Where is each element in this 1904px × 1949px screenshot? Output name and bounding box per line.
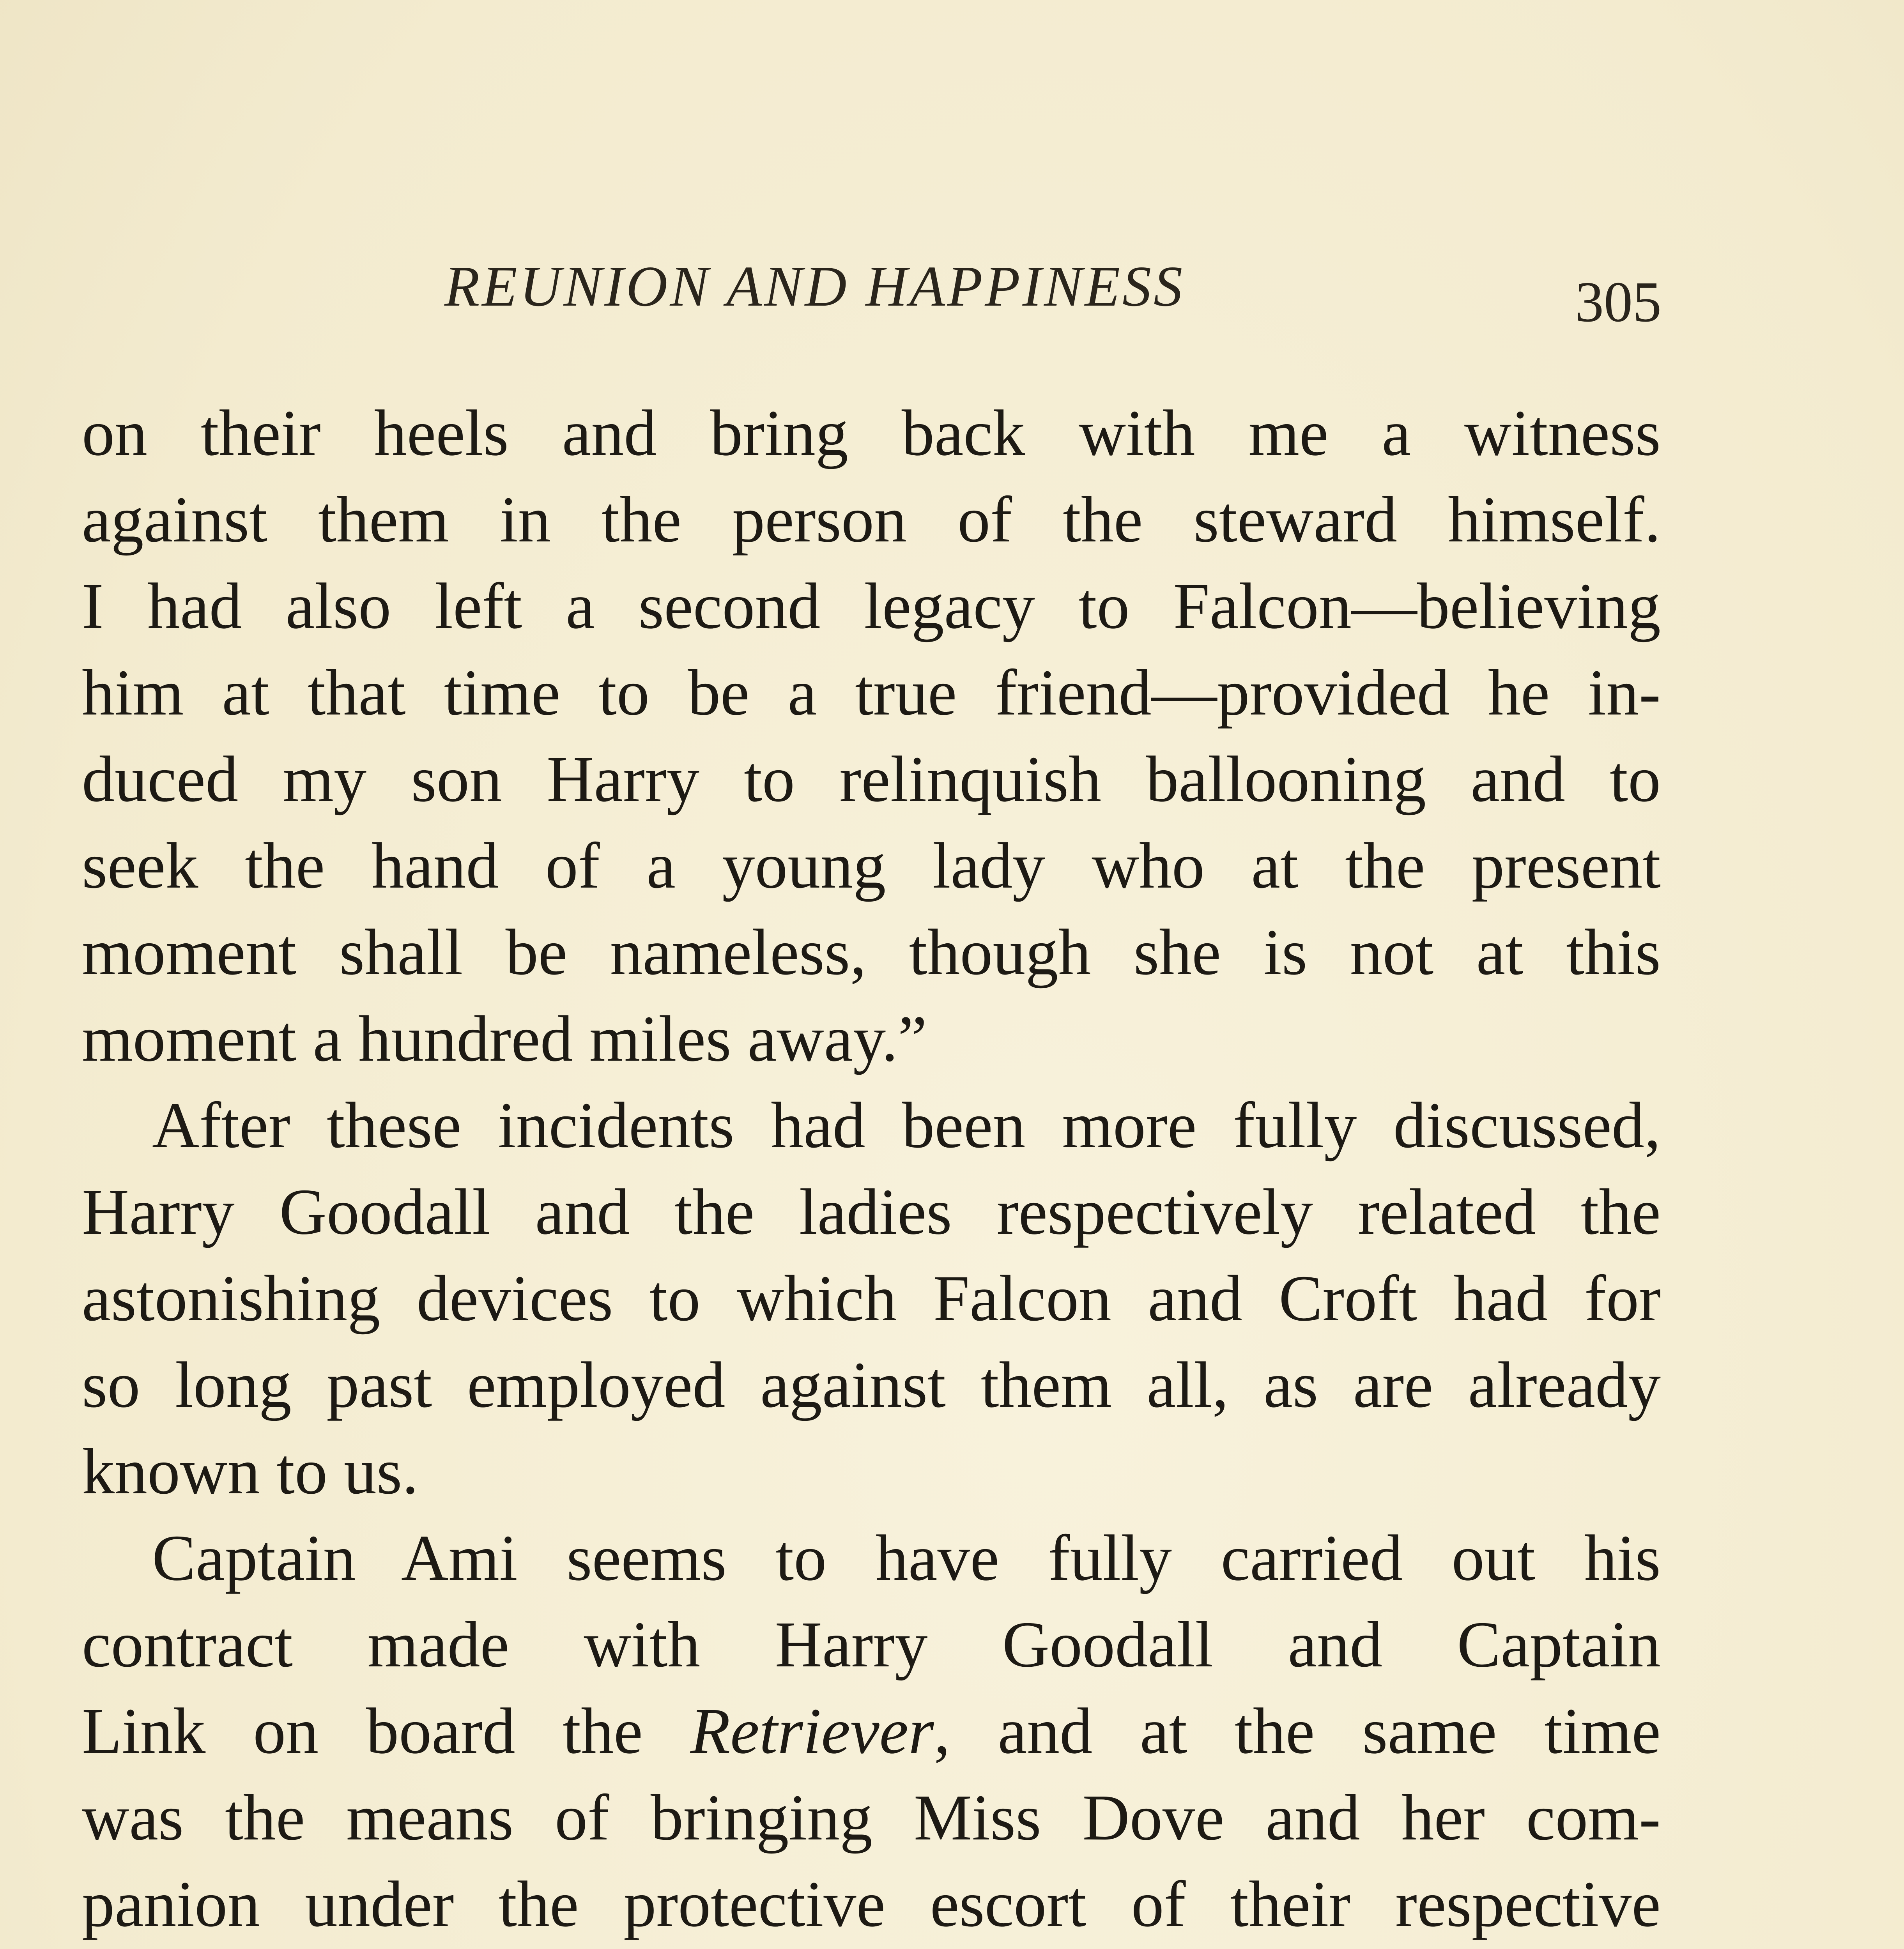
- page-number: 305: [1575, 270, 1662, 334]
- text-line: [82, 1688, 1661, 1774]
- text-line: against them in the person of the steward himself.: [82, 483, 1661, 556]
- body-text: [82, 390, 1661, 1949]
- text-line: so long past employed against them all, as are already: [82, 1349, 1661, 1421]
- text-segment: , and at the same time: [934, 1695, 1661, 1767]
- text-line: moment shall be nameless, though she is not at this: [82, 916, 1661, 989]
- text-line: panion under the protective escort of their respective: [82, 1868, 1661, 1940]
- text-line: contract made with Harry Goodall and Captain: [82, 1608, 1661, 1681]
- text-line: duced my son Harry to relinquish ballooning and to: [82, 743, 1661, 815]
- text-line: known to us.: [82, 1435, 419, 1508]
- text-line: was the means of bringing Miss Dove and her com-: [82, 1781, 1661, 1854]
- text-line: him at that time to be a true friend—provided he in-: [82, 656, 1661, 729]
- paragraph: [82, 1082, 1661, 1515]
- text-line: astonishing devices to which Falcon and Croft had for: [82, 1262, 1661, 1335]
- text-line: After these incidents had been more fully discussed,: [152, 1089, 1661, 1162]
- text-line: I had also left a second legacy to Falcon—believing: [82, 570, 1661, 642]
- text-line: moment a hundred miles away.”: [82, 1003, 927, 1075]
- text-segment: Link on board the: [82, 1695, 690, 1767]
- running-head: REUNION AND HAPPINESS: [444, 255, 1185, 318]
- text-line: on their heels and bring back with me a witness: [82, 397, 1661, 469]
- ship-name: Retriever: [690, 1695, 934, 1767]
- text-line: Harry Goodall and the ladies respectively related the: [82, 1176, 1661, 1248]
- text-line: seek the hand of a young lady who at the present: [82, 829, 1661, 902]
- paragraph: [82, 390, 1661, 1082]
- text-line: Captain Ami seems to have fully carried out his: [152, 1522, 1661, 1594]
- text-line: [82, 1947, 1661, 1949]
- paragraph: [82, 1515, 1661, 1949]
